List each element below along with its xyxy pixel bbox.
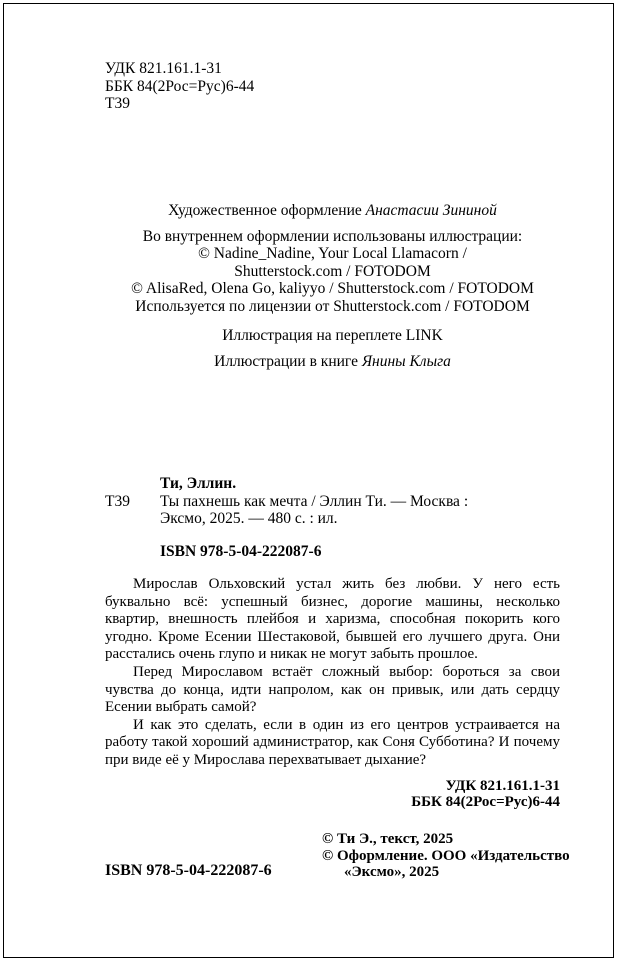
bbk-bottom: ББК 84(2Рос=Рус)6-44 [411,794,560,810]
design-credit [105,202,560,220]
bibliographic-description [160,493,560,528]
shutterstock-credit-2: © AlisaRed, Olena Go, kaliyyo / Shutterstock.com / FOTODOM [131,280,534,297]
isbn-catalog: ISBN 978-5-04-222087-6 [160,542,322,560]
shutterstock-credit-1 [105,245,560,280]
annotation-block [105,576,560,770]
book-illustrations-label: Иллюстрации в книге [214,352,362,370]
bibliographic-entry [105,493,560,528]
author-sign-top: Т39 [105,95,130,112]
cover-illustration-note: Иллюстрация на переплете LINK [222,327,443,344]
shutterstock-credit-1-line2: Shutterstock.com / FOTODOM [234,262,431,280]
classification-bottom-block [411,778,560,810]
copyright-design-continuation: «Эксмо», 2025 [344,864,440,880]
annotation-paragraph-1: Мирослав Ольховский устал жить без любви. У него есть буквально всё: успешный бизнес, дорогие машины, несколько квартир, внешность плейбоя и харизма, способная покорить кого угодно. Кроме Есении Шестаковой, бывшей его лучшего друга. Они расстались очень глупо и никак не могут забыть прошлое. [105,576,560,663]
shutterstock-credit-1-line1: © Nadine_Nadine, Your Local Llamacorn / [198,245,467,262]
udk-bottom: УДК 821.161.1-31 [445,778,560,794]
copyright-design-line: © Оформление. ООО «Издательство [322,847,570,864]
catalog-entry-block [105,475,560,560]
author-sign-code: Т39 [105,492,130,510]
bbk-top: ББК 84(2Рос=Рус)6-44 [105,77,255,95]
isbn-bottom: ISBN 978-5-04-222087-6 [105,862,272,879]
author-heading: Ти, Эллин. [160,475,237,492]
design-credit-label: Художественное оформление [168,202,366,219]
copyright-block [322,831,570,881]
annotation-paragraph-2: Перед Мирославом встаёт сложный выбор: бороться за свои чувства до конца, идти напролом, как он привык, или дать сердцу Есении выбрать самой? [105,663,560,716]
design-credit-name: Анастасии Зининой [365,202,497,219]
book-illustrations-credit [105,353,560,371]
book-illustrations-name: Янины Клыга [361,352,451,370]
udk-top: УДК 821.161.1-31 [105,60,222,77]
annotation-paragraph-3: И как это сделать, если в один из его центров устраивается на работу такой хороший администратор, как Соня Субботина? И почему при виде её у Мирослава перехватывает дыхание? [105,716,560,768]
copyright-text-line: © Ти Э., текст, 2025 [322,831,454,847]
bibliographic-description-line1: Ты пахнешь как мечта / Эллин Ти. — Москва : [160,492,469,510]
classification-top-block [105,60,254,113]
license-note: Используется по лицензии от Shutterstock.com / FOTODOM [135,297,530,315]
bibliographic-description-line2: Эксмо, 2025. — 480 с. : ил. [160,510,338,527]
credits-block [105,202,560,370]
interior-illustrations-note: Во внутреннем оформлении использованы иллюстрации: [142,227,523,245]
